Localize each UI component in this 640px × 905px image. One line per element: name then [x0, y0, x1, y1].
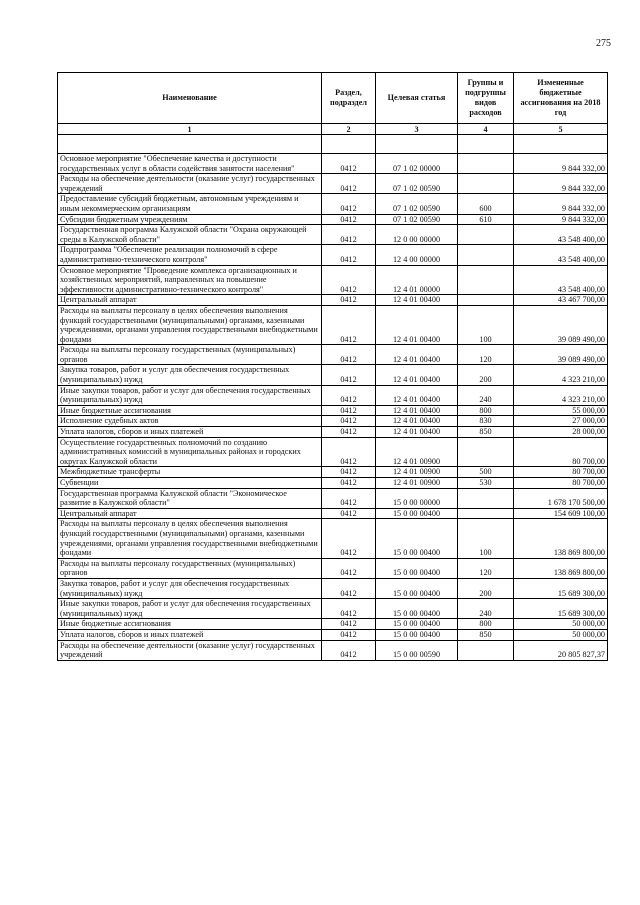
row-amount: 15 689 300,00	[514, 578, 608, 598]
row-name: Расходы на обеспечение деятельности (оказание услуг) государственных учреждений	[58, 640, 322, 660]
table-row	[58, 437, 608, 467]
row-amount: 28 000,00	[514, 427, 608, 438]
row-group: 120	[458, 345, 514, 365]
row-section: 0412	[322, 225, 376, 245]
row-target-item: 12 4 01 00400	[376, 345, 458, 365]
row-target-item: 12 4 01 00400	[376, 295, 458, 306]
row-amount: 4 323 210,00	[514, 385, 608, 405]
row-name: Закупка товаров, работ и услуг для обеспечения государственных (муниципальных) нужд	[58, 365, 322, 385]
row-target-item: 15 0 00 00400	[376, 519, 458, 558]
table-row	[58, 629, 608, 640]
row-target-item: 12 4 01 00900	[376, 437, 458, 467]
row-name: Основное мероприятие "Проведение комплекса организационных и хозяйственных мероприятий, направленных на повышение эффективности административно-технического контроля"	[58, 265, 322, 295]
row-group: 830	[458, 416, 514, 427]
row-section: 0412	[322, 619, 376, 630]
row-amount: 1 678 170 500,00	[514, 488, 608, 508]
row-name: Иные бюджетные ассигнования	[58, 405, 322, 416]
table-row	[58, 640, 608, 660]
row-group	[458, 174, 514, 194]
row-target-item: 07 1 02 00590	[376, 174, 458, 194]
table-row	[58, 365, 608, 385]
row-section: 0412	[322, 416, 376, 427]
row-section: 0412	[322, 295, 376, 306]
row-target-item: 12 4 01 00400	[376, 385, 458, 405]
row-section: 0412	[322, 245, 376, 265]
row-name: Уплата налогов, сборов и иных платежей	[58, 427, 322, 438]
row-section: 0412	[322, 640, 376, 660]
row-name: Расходы на выплаты персоналу в целях обеспечения выполнения функций государственными (муниципальными) органами, казенными учреждениями, органами управления государственными внебюджетными фондами	[58, 305, 322, 344]
row-group: 100	[458, 305, 514, 344]
row-name: Межбюджетные трансферты	[58, 467, 322, 478]
row-group	[458, 245, 514, 265]
row-section: 0412	[322, 265, 376, 295]
row-amount: 9 844 332,00	[514, 154, 608, 174]
row-name: Иные закупки товаров, работ и услуг для обеспечения государственных (муниципальных) нужд	[58, 385, 322, 405]
row-target-item: 15 0 00 00400	[376, 599, 458, 619]
row-group: 200	[458, 365, 514, 385]
row-target-item: 07 1 02 00000	[376, 154, 458, 174]
row-section: 0412	[322, 467, 376, 478]
table-row	[58, 558, 608, 578]
row-target-item: 15 0 00 00400	[376, 629, 458, 640]
row-target-item: 12 4 01 00400	[376, 405, 458, 416]
row-amount: 4 323 210,00	[514, 365, 608, 385]
header-row	[58, 73, 608, 124]
row-group	[458, 488, 514, 508]
header-name: Наименование	[58, 73, 322, 124]
row-amount: 138 869 800,00	[514, 519, 608, 558]
table-row	[58, 385, 608, 405]
row-name: Предоставление субсидий бюджетным, автономным учреждениям и иным некоммерческим организациям	[58, 194, 322, 214]
row-name: Исполнение судебных актов	[58, 416, 322, 427]
row-amount: 80 700,00	[514, 467, 608, 478]
table-row	[58, 245, 608, 265]
row-amount: 154 609 100,00	[514, 508, 608, 519]
row-name: Центральный аппарат	[58, 295, 322, 306]
table-row	[58, 599, 608, 619]
table-body	[58, 154, 608, 661]
row-name: Осуществление государственных полномочий по созданию административных комиссий в муниципальных районах и городских округах Калужской области	[58, 437, 322, 467]
table-row	[58, 214, 608, 225]
table-row	[58, 405, 608, 416]
row-group: 800	[458, 405, 514, 416]
row-name: Государственная программа Калужской области "Экономическое развитие в Калужской области"	[58, 488, 322, 508]
row-name: Закупка товаров, работ и услуг для обеспечения государственных (муниципальных) нужд	[58, 578, 322, 598]
table-row	[58, 578, 608, 598]
spacer-row	[58, 135, 608, 154]
table-row	[58, 478, 608, 489]
row-group: 600	[458, 194, 514, 214]
column-number: 2	[322, 124, 376, 135]
row-name: Центральный аппарат	[58, 508, 322, 519]
row-name: Субвенции	[58, 478, 322, 489]
row-group: 850	[458, 427, 514, 438]
table-row	[58, 174, 608, 194]
column-number: 1	[58, 124, 322, 135]
row-group: 610	[458, 214, 514, 225]
row-amount: 39 089 490,00	[514, 345, 608, 365]
row-section: 0412	[322, 478, 376, 489]
row-name: Иные бюджетные ассигнования	[58, 619, 322, 630]
row-group: 100	[458, 519, 514, 558]
page-number: 275	[596, 38, 611, 49]
row-amount: 9 844 332,00	[514, 214, 608, 225]
row-name: Расходы на выплаты персоналу государственных (муниципальных) органов	[58, 558, 322, 578]
row-section: 0412	[322, 488, 376, 508]
row-name: Подпрограмма "Обеспечение реализации полномочий в сфере административно-технического контроля"	[58, 245, 322, 265]
row-amount: 20 805 827,37	[514, 640, 608, 660]
table-row	[58, 467, 608, 478]
row-section: 0412	[322, 629, 376, 640]
table-row	[58, 154, 608, 174]
row-name: Субсидии бюджетным учреждениям	[58, 214, 322, 225]
row-target-item: 12 4 01 00400	[376, 365, 458, 385]
row-section: 0412	[322, 437, 376, 467]
row-name: Государственная программа Калужской области "Охрана окружающей среды в Калужской области"	[58, 225, 322, 245]
row-amount: 15 689 300,00	[514, 599, 608, 619]
table-row	[58, 619, 608, 630]
row-target-item: 12 4 01 00900	[376, 467, 458, 478]
column-number-row	[58, 124, 608, 135]
table-row	[58, 519, 608, 558]
row-name: Расходы на выплаты персоналу государственных (муниципальных) органов	[58, 345, 322, 365]
row-target-item: 12 4 01 00400	[376, 305, 458, 344]
table-row	[58, 345, 608, 365]
row-target-item: 12 4 01 00000	[376, 265, 458, 295]
row-amount: 43 548 400,00	[514, 265, 608, 295]
table-row	[58, 295, 608, 306]
budget-table	[57, 72, 608, 661]
row-amount: 80 700,00	[514, 478, 608, 489]
row-section: 0412	[322, 385, 376, 405]
row-amount: 50 000,00	[514, 629, 608, 640]
table-row	[58, 488, 608, 508]
row-section: 0412	[322, 519, 376, 558]
row-target-item: 15 0 00 00000	[376, 488, 458, 508]
row-group	[458, 508, 514, 519]
table-row	[58, 194, 608, 214]
row-target-item: 15 0 00 00400	[376, 619, 458, 630]
table-row	[58, 305, 608, 344]
row-section: 0412	[322, 174, 376, 194]
row-group	[458, 265, 514, 295]
header-amount: Измененные бюджетные ассигнования на 2018 год	[514, 73, 608, 124]
row-group: 120	[458, 558, 514, 578]
table-row	[58, 427, 608, 438]
column-number: 3	[376, 124, 458, 135]
header-groups: Группы и подгруппы видов расходов	[458, 73, 514, 124]
row-target-item: 15 0 00 00400	[376, 578, 458, 598]
row-target-item: 07 1 02 00590	[376, 214, 458, 225]
row-group: 200	[458, 578, 514, 598]
row-amount: 80 700,00	[514, 437, 608, 467]
row-name: Иные закупки товаров, работ и услуг для обеспечения государственных (муниципальных) нужд	[58, 599, 322, 619]
row-group: 500	[458, 467, 514, 478]
row-name: Уплата налогов, сборов и иных платежей	[58, 629, 322, 640]
header-target: Целевая статья	[376, 73, 458, 124]
row-amount: 55 000,00	[514, 405, 608, 416]
row-group: 240	[458, 599, 514, 619]
row-target-item: 12 0 00 00000	[376, 225, 458, 245]
row-target-item: 12 4 01 00900	[376, 478, 458, 489]
row-group	[458, 295, 514, 306]
row-target-item: 12 4 01 00400	[376, 427, 458, 438]
row-amount: 27 000,00	[514, 416, 608, 427]
table-row	[58, 508, 608, 519]
row-group	[458, 225, 514, 245]
row-section: 0412	[322, 599, 376, 619]
table-row	[58, 265, 608, 295]
row-group	[458, 154, 514, 174]
row-amount: 39 089 490,00	[514, 305, 608, 344]
row-group	[458, 437, 514, 467]
row-target-item: 15 0 00 00400	[376, 558, 458, 578]
row-name: Основное мероприятие "Обеспечение качества и доступности государственных услуг в области содействия занятости населения"	[58, 154, 322, 174]
row-target-item: 15 0 00 00400	[376, 508, 458, 519]
table-row	[58, 225, 608, 245]
row-section: 0412	[322, 194, 376, 214]
row-amount: 9 844 332,00	[514, 174, 608, 194]
row-section: 0412	[322, 558, 376, 578]
row-amount: 43 467 700,00	[514, 295, 608, 306]
row-group: 800	[458, 619, 514, 630]
header-section: Раздел, подраздел	[322, 73, 376, 124]
row-group: 530	[458, 478, 514, 489]
row-section: 0412	[322, 154, 376, 174]
row-section: 0412	[322, 405, 376, 416]
row-amount: 9 844 332,00	[514, 194, 608, 214]
row-target-item: 15 0 00 00590	[376, 640, 458, 660]
row-amount: 43 548 400,00	[514, 225, 608, 245]
column-number: 4	[458, 124, 514, 135]
row-section: 0412	[322, 427, 376, 438]
row-section: 0412	[322, 578, 376, 598]
row-name: Расходы на обеспечение деятельности (оказание услуг) государственных учреждений	[58, 174, 322, 194]
row-name: Расходы на выплаты персоналу в целях обеспечения выполнения функций государственными (муниципальными) органами, казенными учреждениями, органами управления государственными внебюджетными фондами	[58, 519, 322, 558]
row-amount: 138 869 800,00	[514, 558, 608, 578]
row-amount: 50 000,00	[514, 619, 608, 630]
row-group: 850	[458, 629, 514, 640]
row-section: 0412	[322, 508, 376, 519]
column-number: 5	[514, 124, 608, 135]
table-row	[58, 416, 608, 427]
row-group	[458, 640, 514, 660]
row-section: 0412	[322, 214, 376, 225]
row-group: 240	[458, 385, 514, 405]
row-amount: 43 548 400,00	[514, 245, 608, 265]
row-target-item: 12 4 01 00400	[376, 416, 458, 427]
row-target-item: 12 4 00 00000	[376, 245, 458, 265]
row-section: 0412	[322, 365, 376, 385]
row-section: 0412	[322, 345, 376, 365]
row-target-item: 07 1 02 00590	[376, 194, 458, 214]
row-section: 0412	[322, 305, 376, 344]
